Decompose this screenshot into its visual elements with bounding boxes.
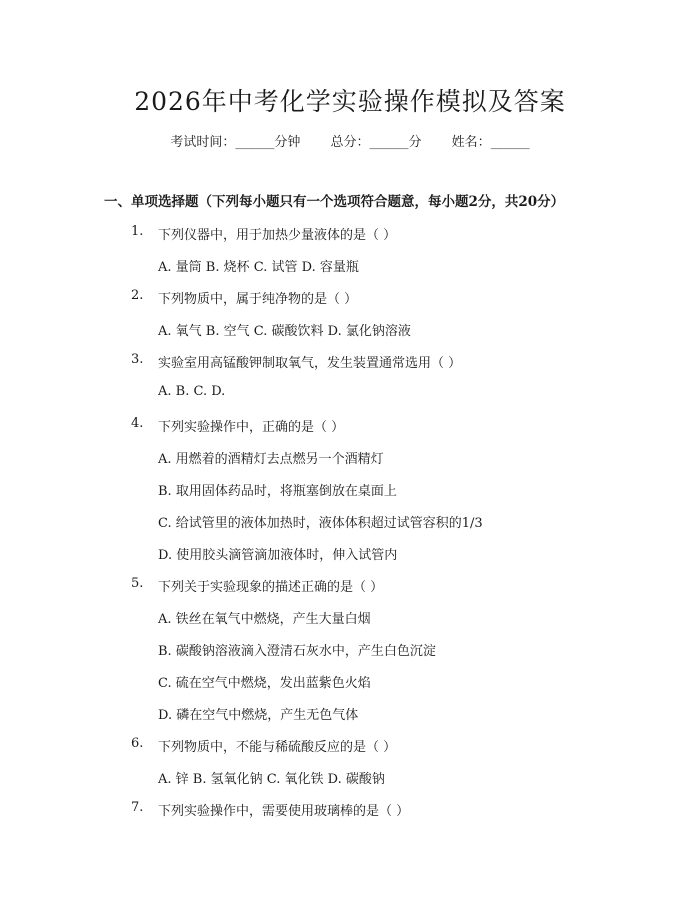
question-number: 5. [131, 576, 144, 591]
option-b: B. 取用固体药品时，将瓶塞倒放在桌面上 [158, 484, 397, 499]
option-d: D. 磷在空气中燃烧，产生无色气体 [158, 708, 359, 723]
option-b: B. 碳酸钠溶液滴入澄清石灰水中，产生白色沉淀 [158, 644, 436, 659]
question-number: 1. [131, 224, 144, 239]
option-c: C. 给试管里的液体加热时，液体体积超过试管容积的1/3 [158, 516, 483, 531]
option-a: A. 用燃着的酒精灯去点燃另一个酒精灯 [158, 452, 384, 467]
exam-info-row [0, 131, 700, 150]
question-text: 下列关于实验现象的描述正确的是（ ） [158, 580, 384, 595]
question-options: A. B. C. D. [158, 384, 226, 399]
question-number: 3. [131, 352, 144, 367]
page-title: 2026年中考化学实验操作模拟及答案 [134, 87, 566, 116]
question-number: 7. [131, 800, 144, 815]
option-c: C. 硫在空气中燃烧，发出蓝紫色火焰 [158, 676, 371, 691]
name-field: 姓名：______ [451, 135, 530, 150]
question-text: 下列仪器中，用于加热少量液体的是（ ） [158, 228, 397, 243]
question-options: A. 锌 B. 氢氧化钠 C. 氧化铁 D. 碳酸钠 [158, 772, 385, 787]
exam-time-field: 考试时间：______分钟 [170, 135, 301, 150]
question-number: 4. [131, 416, 144, 431]
question-text: 下列物质中，不能与稀硫酸反应的是（ ） [158, 740, 397, 755]
question-number: 2. [131, 288, 144, 303]
question-options: A. 量筒 B. 烧杯 C. 试管 D. 容量瓶 [158, 260, 359, 275]
question-text: 下列实验操作中，正确的是（ ） [158, 420, 345, 435]
question-text: 下列物质中，属于纯净物的是（ ） [158, 292, 358, 307]
section-heading-single-choice: 一、单项选择题（下列每小题只有一个选项符合题意，每小题2分，共20分） [104, 194, 565, 210]
total-score-field: 总分：______分 [330, 135, 422, 150]
question-text: 下列实验操作中，需要使用玻璃棒的是（ ） [158, 804, 410, 819]
question-text: 实验室用高锰酸钾制取氧气，发生装置通常选用（ ） [158, 356, 462, 371]
question-options: A. 氧气 B. 空气 C. 碳酸饮料 D. 氯化钠溶液 [158, 324, 411, 339]
question-number: 6. [131, 736, 144, 751]
option-d: D. 使用胶头滴管滴加液体时，伸入试管内 [158, 548, 398, 563]
option-a: A. 铁丝在氧气中燃烧，产生大量白烟 [158, 612, 371, 627]
